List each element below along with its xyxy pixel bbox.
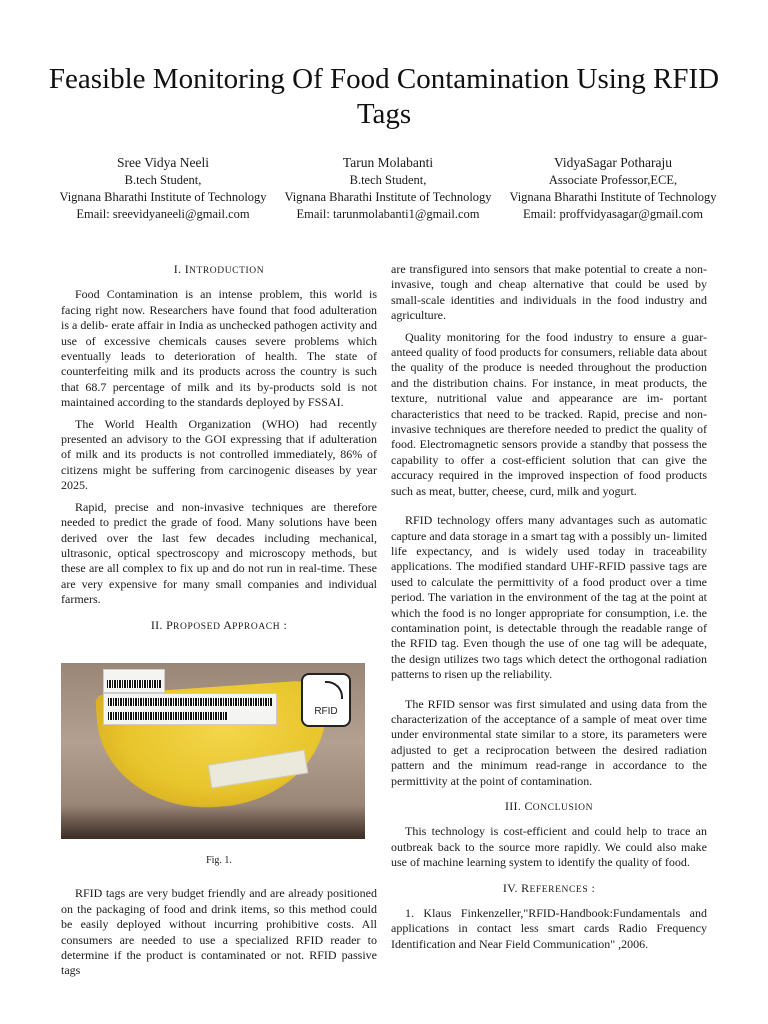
section-heading-references <box>391 881 707 898</box>
section-heading-proposed-approach <box>61 618 377 635</box>
barcode-label-large <box>103 693 277 725</box>
intro-paragraph-1: Food Contamination is an intense problem, this world is facing right now. Researchers have found that food adulteration is a delib- erate affair in India as unchecked pathogen activity and use of excessive chemicals causes severe problems which eventually leads to deterioration of health. The state of counterfeiting milk and its products across the country is such that 68.7 percentage of milk and its by-products sold is not maintained according to the standards deployed by FSSAI. <box>61 287 377 410</box>
author-name: Tarun Molabanti <box>342 155 434 170</box>
proposed-paragraph-1: RFID tags are very budget friendly and are already positioned on the packaging of food and drink items, so this method could be easily deployed without incurring prohibitive costs. All consumers are needed to use a specialized RFID reader to determine if the product is contaminated or not. RFID passive tags <box>61 886 377 978</box>
section-number: III. <box>504 799 522 813</box>
section-title: PROPOSED APPROACH : <box>166 617 288 632</box>
proposed-paragraph-5: The RFID sensor was first simulated and using data from the characterization of the acceptance of a sample of meat over time under environmental state similar to a store, its parameters were adjusted to get a reciprocation between the desired radiation pattern and the minimum read-range in accordance to the permittivity at the point of contamination. <box>391 696 707 788</box>
author-block <box>58 154 718 223</box>
wireless-waves-icon <box>325 681 343 699</box>
intro-paragraph-2: The World Health Organization (WHO) had recently presented an advisory to the GOI expressing that if adulteration of milk and its products is not controlled immediately, 86% of citizens might be suffering from carcinogenic diseases by year 2025. <box>61 416 377 493</box>
section-heading-introduction <box>61 262 377 279</box>
section-number: I. <box>173 262 182 276</box>
author-name: VidyaSagar Potharaju <box>553 155 673 170</box>
right-column <box>391 262 707 958</box>
author-3 <box>508 154 718 223</box>
paper-title: Feasible Monitoring Of Food Contamination Using RFID Tags <box>48 63 720 130</box>
author-role: B.tech Student, <box>349 173 427 187</box>
figure-banana-rfid <box>61 663 365 839</box>
author-institution: Vignana Bharathi Institute of Technology <box>59 190 267 204</box>
author-name: Sree Vidya Neeli <box>117 155 209 170</box>
section-title: CONCLUSION <box>524 799 594 813</box>
author-1 <box>58 154 268 223</box>
reference-1: 1. Klaus Finkenzeller,"RFID-Handbook:Fundamentals and applications in contact less smart cards Radio Frequency Identification and Near Field Communication" ,2006. <box>391 906 707 951</box>
author-email: Email: sreevidyaneeli@gmail.com <box>76 207 250 221</box>
section-number: IV. <box>502 880 518 895</box>
section-number: II. <box>150 617 163 632</box>
barcode-icon <box>108 698 272 706</box>
author-email: Email: proffvidyasagar@gmail.com <box>523 207 703 221</box>
barcode-label-small <box>103 669 165 693</box>
figure-caption: Fig. 1. <box>206 854 232 866</box>
rfid-wireless-icon <box>301 673 351 727</box>
author-role: B.tech Student, <box>124 173 202 187</box>
section-title: INTRODUCTION <box>184 262 265 276</box>
section-heading-conclusion <box>391 799 707 816</box>
intro-paragraph-3: Rapid, precise and non-invasive techniques are therefore needed to predict the grade of food. Many solutions have been derived over the last few decades including mechanical, ultrasonic, optical spectroscopy and microscopy methods, but these are all complex to fix up and do not run in real-time. These are very expensive for many small companies and individual farmers. <box>61 499 377 607</box>
section-title: REFERENCES : <box>521 880 596 895</box>
left-column <box>61 262 377 985</box>
author-2 <box>283 154 493 223</box>
author-institution: Vignana Bharathi Institute of Technology <box>284 190 492 204</box>
author-role: Associate Professor,ECE, <box>548 173 678 187</box>
author-email: Email: tarunmolabanti1@gmail.com <box>296 207 480 221</box>
barcode-icon <box>107 680 161 688</box>
figure-shadow <box>61 805 365 839</box>
author-institution: Vignana Bharathi Institute of Technology <box>509 190 717 204</box>
proposed-paragraph-2: are transfigured into sensors that make potential to create a non-invasive, tough and cheap alternative that could be used by small-scale identities and individuals in the food industry and agriculture. <box>391 262 707 323</box>
proposed-paragraph-4: RFID technology offers many advantages such as automatic capture and data storage in a smart tag with a possibly un- limited life expectancy, and is widely used today in traceability applications. The modified standard UHF-RFID passive tags are used to calculate the permittivity of a food product over a time period. The variation in the environment of the tag at the point at which the food is no longer appropriate for consumption, i.e. the contamination point, is detectable through the readable range of the RFID tag. Even though the use of one tag will be adequate, the design utilizes two tags which detect the orthogonal radiation patterns to risen up the reliability. <box>391 513 707 682</box>
rfid-icon-label: RFID <box>314 705 338 717</box>
barcode-icon <box>108 712 228 720</box>
conclusion-paragraph: This technology is cost-efficient and could help to trace an outbreak back to the source more rapidly. We could also make use of machine learning system to identify the quality of food. <box>391 824 707 870</box>
proposed-paragraph-3: Quality monitoring for the food industry to ensure a guar- anteed quality of food products for consumers, reliable data about the quality of the produce is needed throughout the production and the distribution chains. For instance, in meat products, the texture, nutritional value and appearance are im- portant characteristics that need to be tracked. Rapid, precise and non-invasive techniques are therefore needed to predict the quality of food. Electromagnetic sensors provide a standby that possess the capability to offer a cost-efficient solution that can give the accuracy required in the improved inspection of food products such as meat, butter, cheese, curd, milk and yogurt. <box>391 329 707 498</box>
